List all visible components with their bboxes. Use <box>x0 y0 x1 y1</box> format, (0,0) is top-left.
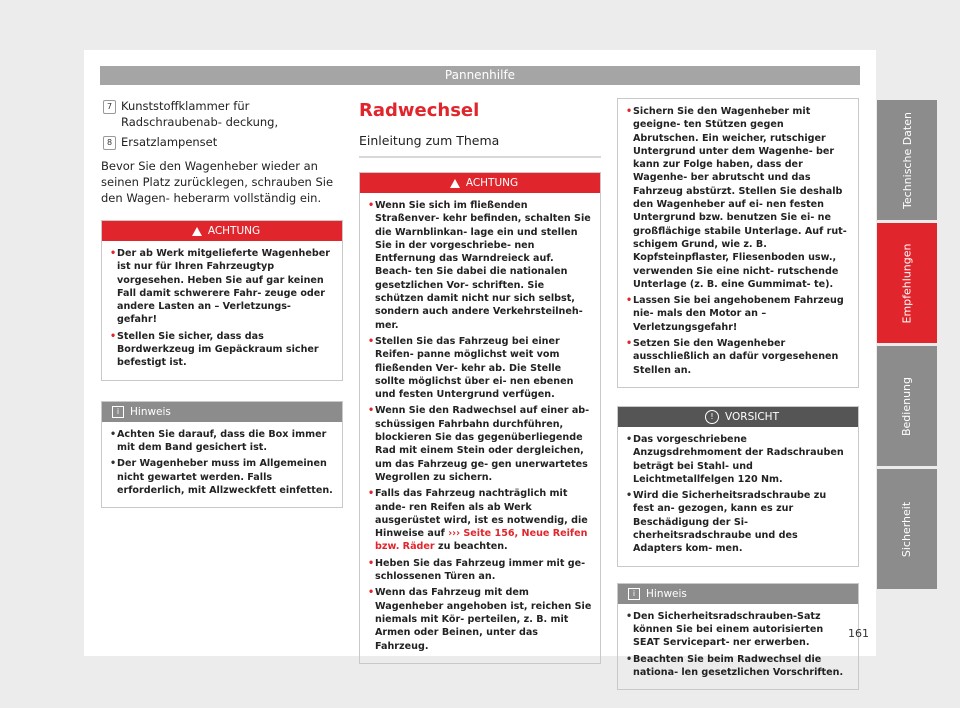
note-body <box>618 604 858 689</box>
section-subtitle: Einleitung zum Thema <box>359 133 601 158</box>
paragraph: Bevor Sie den Wagenheber wieder an seinen Platz zurücklegen, schrauben Sie den Wagen- heberarm vollständig ein. <box>101 159 334 205</box>
item-text: Kunststoffklammer für Radschraubenab- deckung, <box>121 99 279 129</box>
list-item <box>101 134 343 150</box>
bullet-item: • Den Sicherheitsradschrauben-Satz können Sie bei einem autorisierten SEAT Servicepart- ner erwerben. <box>626 610 824 649</box>
column-right <box>617 98 859 690</box>
note-header <box>102 402 342 422</box>
bullet-item: • Stellen Sie das Fahrzeug bei einer Reifen- panne möglichst weit vom fließenden Ver- kehr ab. Die Stelle sollte möglichst über ei- nen ebenen und festen Untergrund verfügen. <box>368 335 574 401</box>
bullet-item: • Lassen Sie bei angehobenem Fahrzeug nie- mals den Motor an – Verletzungsgefahr! <box>626 295 844 333</box>
warning-body <box>102 241 342 380</box>
bullet-item: • Beachten Sie beim Radwechsel die nationa- len gesetzlichen Vorschriften. <box>626 653 844 678</box>
warning-body <box>360 193 600 663</box>
warning-icon <box>192 227 202 236</box>
tab-sicherheit[interactable]: Sicherheit <box>877 469 937 589</box>
note-label: Hinweis <box>130 405 171 418</box>
page-reference-link[interactable]: ››› Seite 156, Neue Reifen bzw. Räder <box>375 528 588 553</box>
item-number: 8 <box>103 136 116 150</box>
bullet-item: • Heben Sie das Fahrzeug immer mit ge- schlossenen Türen an. <box>368 557 586 583</box>
caution-box <box>617 406 859 567</box>
tab-technische-daten[interactable]: Technische Daten <box>877 100 937 220</box>
tab-empfehlungen[interactable]: Empfehlungen <box>877 223 937 343</box>
warning-header <box>360 173 600 193</box>
warning-box <box>359 172 601 664</box>
list-item <box>101 98 343 130</box>
warning-label: ACHTUNG <box>207 225 261 237</box>
note-label: Hinweis <box>646 587 687 600</box>
bullet-item: • Das vorgeschriebene Anzugsdrehmoment der Radschrauben beträgt bei Stahl- und Leichtmetallfelgen 120 Nm. <box>626 433 844 485</box>
warning-icon <box>450 179 460 188</box>
bullet-item: • Der Wagenheber muss im Allgemeinen nicht gewartet werden. Falls erforderlich, mit Allzweckfett einfetten. <box>110 458 333 496</box>
page-number: 161 <box>848 627 869 640</box>
info-icon: i <box>628 588 640 600</box>
bullet-item: • Sichern Sie den Wagenheber mit geeigne- ten Stützen gegen Abrutschen. Ein weicher, rutschiger Untergrund unter dem Wagenhe- ber kann zur Folge haben, dass der Wagenhe- ber abrutscht und das Fahrzeug abstürzt. Stellen Sie deshalb den Wagenheber auf ei- nen festen Untergrund bzw. benutzen Sie ei- ne großflächige stabile Unterlage. Auf rut- schigem Grund, wie z. B. Kopfsteinpflaster, Fliesenboden usw., verwenden Sie eine nicht- rutschende Unterlage (z. B. eine Gummimat- te). <box>626 106 847 290</box>
column-left <box>101 98 343 508</box>
bullet-item: • Achten Sie darauf, dass die Box immer mit dem Band gesichert ist. <box>110 428 327 453</box>
caution-header <box>618 407 858 427</box>
bullet-item: • Falls das Fahrzeug nachträglich mit ande- ren Reifen als ab Werk ausgerüstet wird, ist es notwendig, die Hinweise auf ››› Seite 156, Neue Reifen bzw. Räder zu beachten. <box>368 488 588 553</box>
caution-icon: ! <box>705 410 719 424</box>
item-text: Ersatzlampenset <box>121 135 218 149</box>
info-icon: i <box>112 406 124 418</box>
bullet-item: • Der ab Werk mitgelieferte Wagenheber ist nur für Ihren Fahrzeugtyp vorgesehen. Heben Sie auf gar keinen Fall damit schwerere Fahr- zeuge oder andere Lasten an – Verletzungs- gefahr! <box>110 248 330 326</box>
bullet-item: • Wird die Sicherheitsradschraube zu fest an- gezogen, kann es zur Beschädigung der Si- cherheitsradschraube und des Adapters kom- men. <box>626 490 827 555</box>
page-title: Radwechsel <box>359 100 480 121</box>
bullet-item: • Wenn Sie den Radwechsel auf einer ab- schüssigen Fahrbahn durchführen, blockieren Sie das gegenüberliegende Rad mit einem Stein oder dergleichen, um das Fahrzeug ge- gen unerwartetes Wegrollen zu sichern. <box>368 405 590 483</box>
warning-box <box>101 220 343 381</box>
bullet-item: • Stellen Sie sicher, dass das Bordwerkzeug im Gepäckraum sicher befestigt ist. <box>110 330 319 369</box>
tab-bedienung[interactable]: Bedienung <box>877 346 937 466</box>
warning-box-continued <box>617 98 859 388</box>
bullet-item: • Wenn das Fahrzeug mit dem Wagenheber angehoben ist, reichen Sie niemals mit Kör- perteilen, z. B. mit Armen oder Beinen, unter das Fahrzeug. <box>368 587 592 652</box>
note-header <box>618 584 858 604</box>
note-box <box>101 401 343 508</box>
section-header: Pannenhilfe <box>100 66 860 85</box>
warning-label: ACHTUNG <box>465 177 519 189</box>
caution-label: VORSICHT <box>725 410 779 423</box>
caution-body <box>618 427 858 566</box>
item-number: 7 <box>103 100 116 114</box>
warning-body <box>618 99 858 387</box>
column-middle <box>359 98 601 664</box>
note-box <box>617 583 859 690</box>
note-body <box>102 422 342 507</box>
bullet-item: • Setzen Sie den Wagenheber ausschließlich an dafür vorgesehenen Stellen an. <box>626 338 839 376</box>
warning-header <box>102 221 342 241</box>
bullet-item: • Wenn Sie sich im fließenden Straßenver- kehr befinden, schalten Sie die Warnblinkan- lage ein und stellen Sie in der vorgeschriebe- nen Entfernung das Warndreieck auf. Beach- ten Sie dabei die nationalen gesetzlichen Vor- schriften. Sie schützen damit nicht nur sich selbst, sondern auch andere Verkehrsteilneh- mer. <box>368 200 591 331</box>
